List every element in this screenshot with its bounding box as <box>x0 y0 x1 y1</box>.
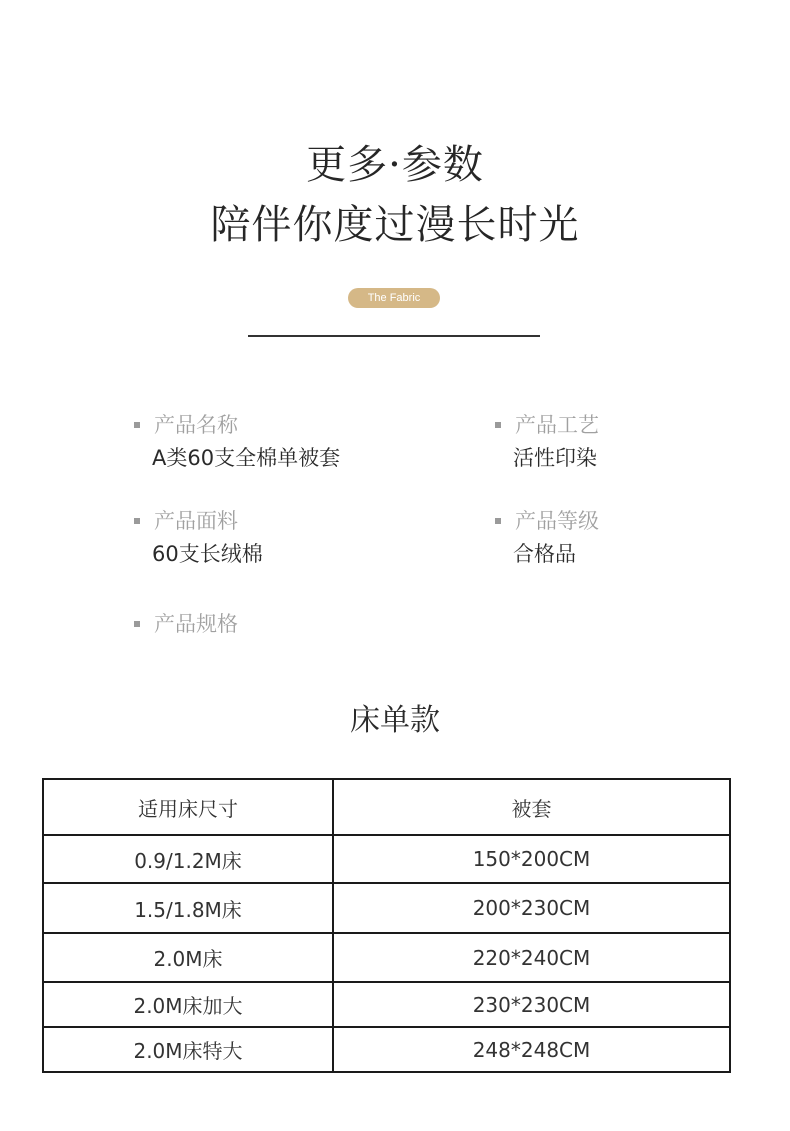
bullet-square-icon <box>495 518 501 524</box>
bullet-square-icon <box>134 518 140 524</box>
table-cell-bed-size: 2.0M床特大 <box>43 1027 333 1072</box>
table-cell-cover-size: 220*240CM <box>333 933 730 982</box>
table-cell-cover-size: 200*230CM <box>333 883 730 933</box>
param-label: 产品工艺 <box>515 413 599 437</box>
table-row <box>43 982 730 1027</box>
param-label: 产品等级 <box>515 509 599 533</box>
table-cell-bed-size: 1.5/1.8M床 <box>43 883 333 933</box>
table-row <box>43 1027 730 1072</box>
table-cell-bed-size: 2.0M床 <box>43 933 333 982</box>
fabric-badge: The Fabric <box>348 288 440 308</box>
table-cell-bed-size: 2.0M床加大 <box>43 982 333 1027</box>
table-row <box>43 883 730 933</box>
table-cell-cover-size: 150*200CM <box>333 835 730 883</box>
table-cell-cover-size: 230*230CM <box>333 982 730 1027</box>
param-value: 活性印染 <box>513 446 597 470</box>
table-header-cell: 适用床尺寸 <box>43 779 333 835</box>
divider <box>248 335 540 337</box>
page-title: 更多·参数 <box>306 142 484 188</box>
table-row <box>43 835 730 883</box>
param-label: 产品规格 <box>154 612 238 636</box>
table-cell-bed-size: 0.9/1.2M床 <box>43 835 333 883</box>
bullet-square-icon <box>134 422 140 428</box>
table-header-cell: 被套 <box>333 779 730 835</box>
table-row <box>43 933 730 982</box>
size-table <box>42 778 731 1073</box>
bullet-square-icon <box>134 621 140 627</box>
table-header-row <box>43 779 730 835</box>
page-subtitle: 陪伴你度过漫长时光 <box>210 202 580 248</box>
param-label: 产品名称 <box>154 413 238 437</box>
param-value: 60支长绒棉 <box>152 542 263 566</box>
table-cell-cover-size: 248*248CM <box>333 1027 730 1072</box>
param-label: 产品面料 <box>154 509 238 533</box>
param-value: A类60支全棉单被套 <box>152 446 341 470</box>
section-title: 床单款 <box>350 703 440 738</box>
bullet-square-icon <box>495 422 501 428</box>
param-value: 合格品 <box>513 542 576 566</box>
